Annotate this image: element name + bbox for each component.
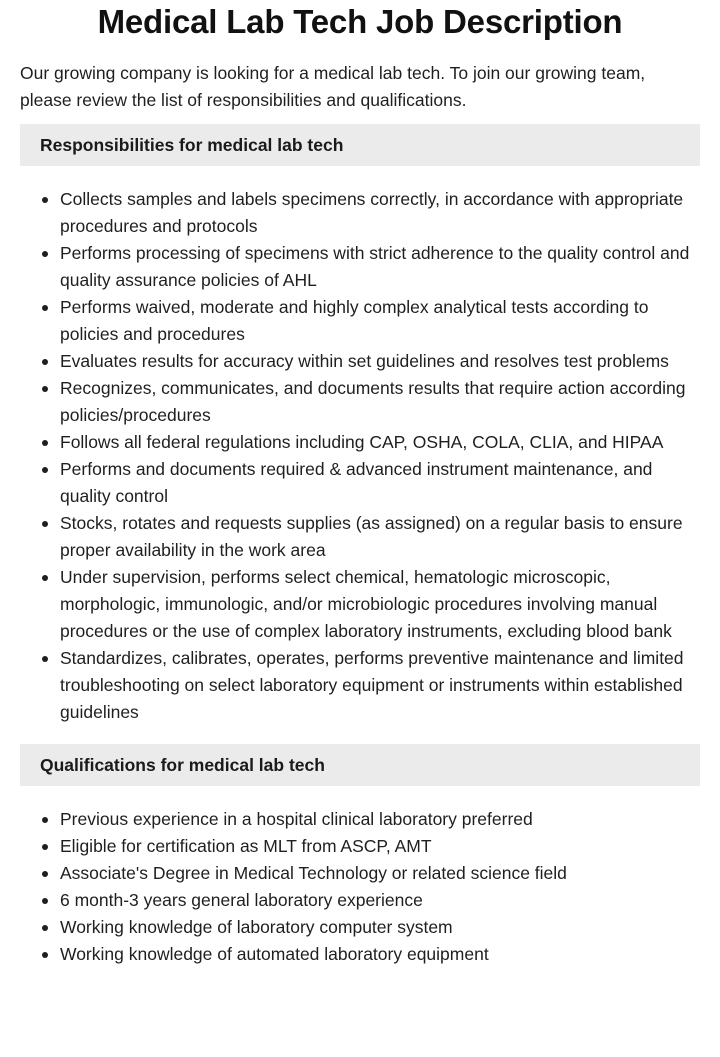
- list-item-text: Recognizes, communicates, and documents results that require action according policies/procedures: [60, 378, 686, 425]
- list-item-text: Collects samples and labels specimens correctly, in accordance with appropriate procedures and protocols: [60, 189, 684, 236]
- bullet-icon: [42, 575, 48, 581]
- list-item: [60, 860, 700, 887]
- bullet-icon: [42, 386, 48, 392]
- bullet-icon: [42, 952, 48, 958]
- list-item: [60, 456, 700, 510]
- bullet-icon: [42, 440, 48, 446]
- bullet-icon: [42, 871, 48, 877]
- list-item: [60, 833, 700, 860]
- bullet-icon: [42, 817, 48, 823]
- bullet-icon: [42, 197, 48, 203]
- list-item-text: Working knowledge of automated laboratory equipment: [60, 944, 489, 964]
- list-item-text: Follows all federal regulations including CAP, OSHA, COLA, CLIA, and HIPAA: [60, 432, 664, 452]
- list-item-text: Performs waived, moderate and highly complex analytical tests according to policies and procedures: [60, 297, 649, 344]
- list-item: [60, 240, 700, 294]
- list-item-text: Associate's Degree in Medical Technology or related science field: [60, 863, 567, 883]
- bullet-icon: [42, 467, 48, 473]
- list-item: [60, 887, 700, 914]
- list-item-text: 6 month-3 years general laboratory experience: [60, 890, 423, 910]
- list-item: [60, 348, 700, 375]
- bullet-icon: [42, 844, 48, 850]
- list-item-text: Evaluates results for accuracy within set guidelines and resolves test problems: [60, 351, 669, 371]
- qualifications-list: [20, 786, 700, 968]
- list-item-text: Under supervision, performs select chemical, hematologic microscopic, morphologic, immunologic, and/or microbiologic procedures involving manual procedures or the use of complex laboratory instruments, excluding blood bank: [60, 567, 672, 641]
- page-title: Medical Lab Tech Job Description: [97, 3, 623, 40]
- intro-paragraph: Our growing company is looking for a medical lab tech. To join our growing team, please review the list of responsibilities and qualifications.: [20, 63, 646, 110]
- qualifications-header: Qualifications for medical lab tech: [20, 744, 700, 786]
- list-item: [60, 375, 700, 429]
- bullet-icon: [42, 656, 48, 662]
- list-item: [60, 186, 700, 240]
- bullet-icon: [42, 898, 48, 904]
- bullet-icon: [42, 305, 48, 311]
- list-item-text: Standardizes, calibrates, operates, performs preventive maintenance and limited troubleshooting on select laboratory equipment or instruments within established guidelines: [60, 648, 684, 722]
- list-item-text: Performs and documents required & advanced instrument maintenance, and quality control: [60, 459, 653, 506]
- list-item-text: Working knowledge of laboratory computer system: [60, 917, 453, 937]
- list-item: [60, 941, 700, 968]
- bullet-icon: [42, 359, 48, 365]
- list-item-text: Performs processing of specimens with strict adherence to the quality control and quality assurance policies of AHL: [60, 243, 690, 290]
- bullet-icon: [42, 521, 48, 527]
- responsibilities-header: Responsibilities for medical lab tech: [20, 124, 700, 166]
- bullet-icon: [42, 925, 48, 931]
- list-item-text: Stocks, rotates and requests supplies (as assigned) on a regular basis to ensure proper availability in the work area: [60, 513, 683, 560]
- bullet-icon: [42, 251, 48, 257]
- responsibilities-list: [20, 166, 700, 726]
- list-item: [60, 564, 700, 645]
- list-item: [60, 806, 700, 833]
- list-item: [60, 429, 700, 456]
- list-item: [60, 294, 700, 348]
- list-item: [60, 645, 700, 726]
- list-item: [60, 914, 700, 941]
- list-item-text: Eligible for certification as MLT from ASCP, AMT: [60, 836, 432, 856]
- list-item-text: Previous experience in a hospital clinical laboratory preferred: [60, 809, 533, 829]
- list-item: [60, 510, 700, 564]
